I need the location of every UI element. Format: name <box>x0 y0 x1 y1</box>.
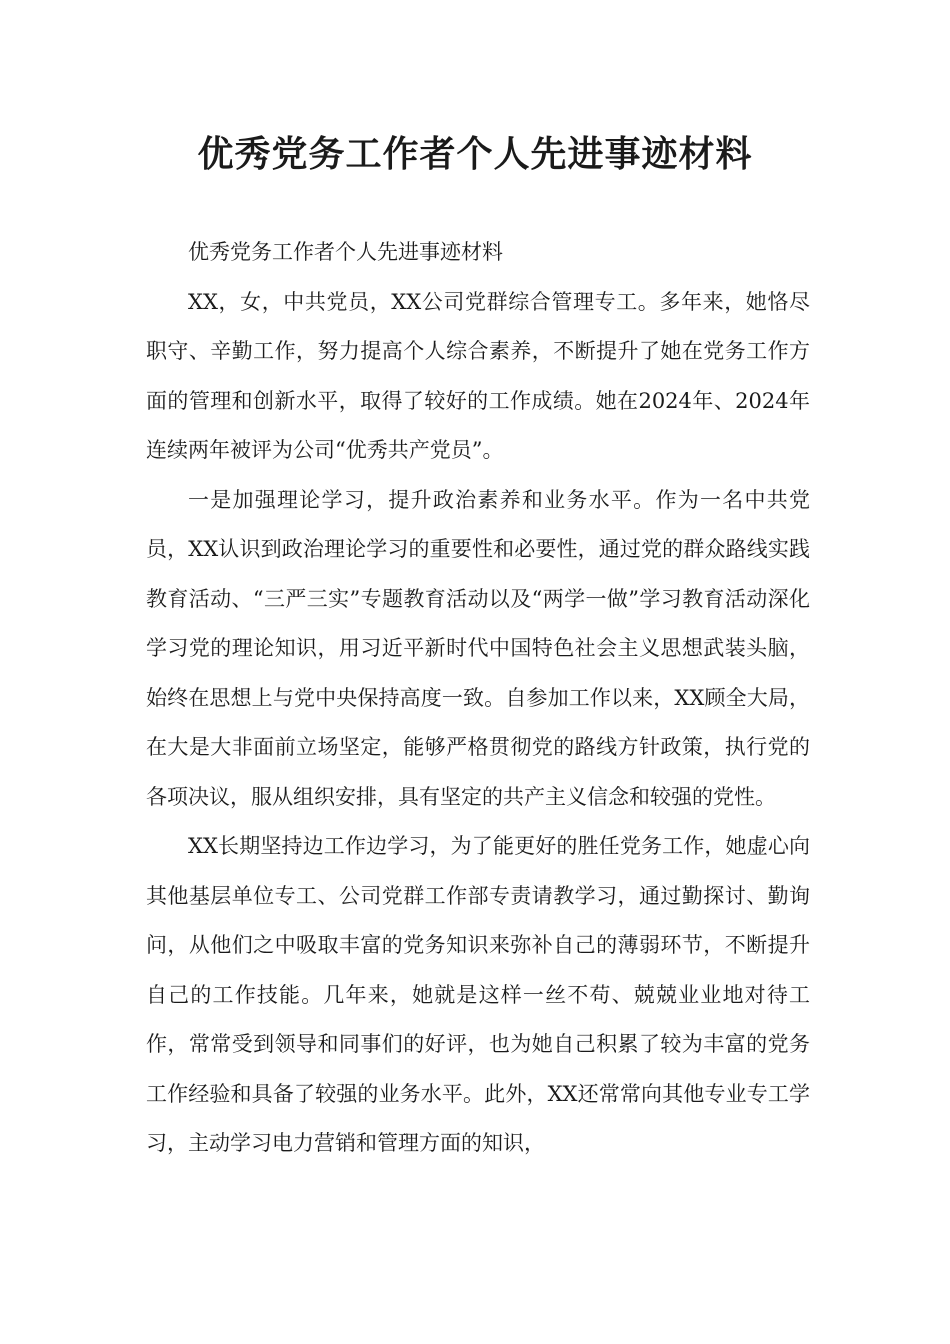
document-body <box>146 228 810 1169</box>
document-title: 优秀党务工作者个人先进事迹材料 <box>197 133 753 175</box>
paragraph-intro: XX，女，中共党员，XX公司党群综合管理专工。多年来，她恪尽职守、辛勤工作，努力提高个人综合素养，不断提升了她在党务工作方面的管理和创新水平，取得了较好的工作成绩。她在2024年、2024年连续两年被评为公司“优秀共产党员”。 <box>146 289 810 462</box>
paragraph-work-study: XX长期坚持边工作边学习，为了能更好的胜任党务工作，她虚心向其他基层单位专工、公司党群工作部专责请教学习，通过勤探讨、勤询问，从他们之中吸取丰富的党务知识来弥补自己的薄弱环节，不断提升自己的工作技能。几年来，她就是这样一丝不苟、兢兢业业地对待工作，常常受到领导和同事们的好评，也为她自己积累了较为丰富的党务工作经验和具备了较强的业务水平。此外，XX还常常向其他专业专工学习，主动学习电力营销和管理方面的知识， <box>146 834 810 1155</box>
paragraph-subtitle: 优秀党务工作者个人先进事迹材料 <box>188 240 503 264</box>
paragraph-theory-study: 一是加强理论学习，提升政治素养和业务水平。作为一名中共党员，XX认识到政治理论学习的重要性和必要性，通过党的群众路线实践教育活动、“三严三实”专题教育活动以及“两学一做”学习教育活动深化学习党的理论知识，用习近平新时代中国特色社会主义思想武装头脑，始终在思想上与党中央保持高度一致。自参加工作以来，XX顾全大局，在大是大非面前立场坚定，能够严格贯彻党的路线方针政策，执行党的各项决议，服从组织安排，具有坚定的共产主义信念和较强的党性。 <box>146 487 810 809</box>
